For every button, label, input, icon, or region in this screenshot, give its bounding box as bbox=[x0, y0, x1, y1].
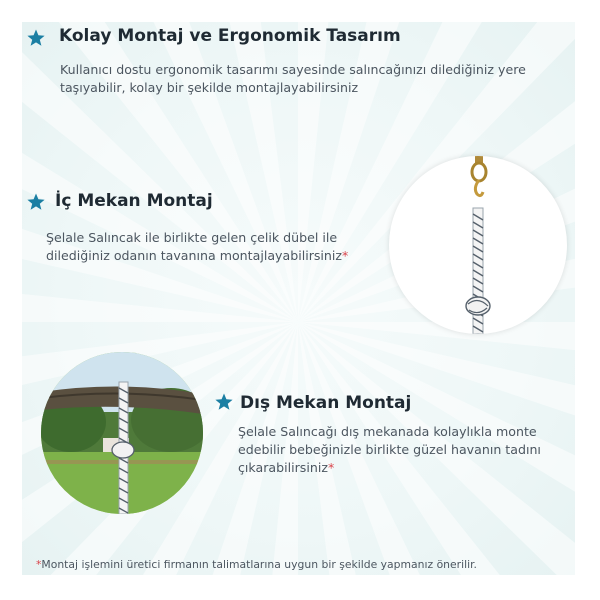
asterisk-mark: * bbox=[36, 558, 42, 571]
text-line: Şelale Salıncağı dış mekanada kolaylıkla monte bbox=[238, 424, 537, 439]
text-line: Kullanıcı dostu ergonomik tasarımı sayesinde salıncağınızı dilediğiniz yere bbox=[60, 62, 526, 77]
section-text-outdoor bbox=[238, 423, 568, 477]
section-title-outdoor: Dış Mekan Montaj bbox=[240, 393, 412, 413]
outdoor-tree-illustration bbox=[41, 352, 203, 514]
asterisk-mark: * bbox=[327, 460, 335, 475]
text-line: taşıyabilir, kolay bir şekilde montajlayabilirsiniz bbox=[60, 80, 359, 95]
rope-hook-illustration bbox=[389, 156, 567, 334]
footnote bbox=[36, 558, 477, 571]
star-icon bbox=[214, 392, 234, 412]
section-text-indoor bbox=[46, 229, 386, 265]
star-icon bbox=[26, 28, 46, 48]
text-line: edebilir bebeğinizle birlikte güzel havanın tadını bbox=[238, 442, 541, 457]
sunburst-ray bbox=[22, 262, 298, 322]
asterisk-mark: * bbox=[342, 248, 349, 263]
footnote-text: Montaj işlemini üretici firmanın talimatlarına uygun bir şekilde yapmanız önerilir. bbox=[41, 558, 477, 571]
text-line: Şelale Salıncak ile birlikte gelen çelik dübel ile bbox=[46, 230, 338, 245]
section-title-easy-assembly: Kolay Montaj ve Ergonomik Tasarım bbox=[59, 26, 401, 46]
text-line-content: dilediğiniz odanın tavanına montajlayabilirsiniz bbox=[46, 248, 343, 263]
sunburst-ray bbox=[298, 322, 575, 382]
section-text-easy-assembly bbox=[60, 61, 570, 97]
section-title-indoor: İç Mekan Montaj bbox=[55, 191, 213, 211]
star-icon bbox=[26, 192, 46, 212]
indoor-mount-image bbox=[389, 156, 567, 334]
outdoor-mount-image bbox=[41, 352, 203, 514]
text-line bbox=[238, 459, 568, 477]
text-line bbox=[46, 247, 386, 265]
text-line-content: çıkarabilirsiniz bbox=[238, 460, 328, 475]
